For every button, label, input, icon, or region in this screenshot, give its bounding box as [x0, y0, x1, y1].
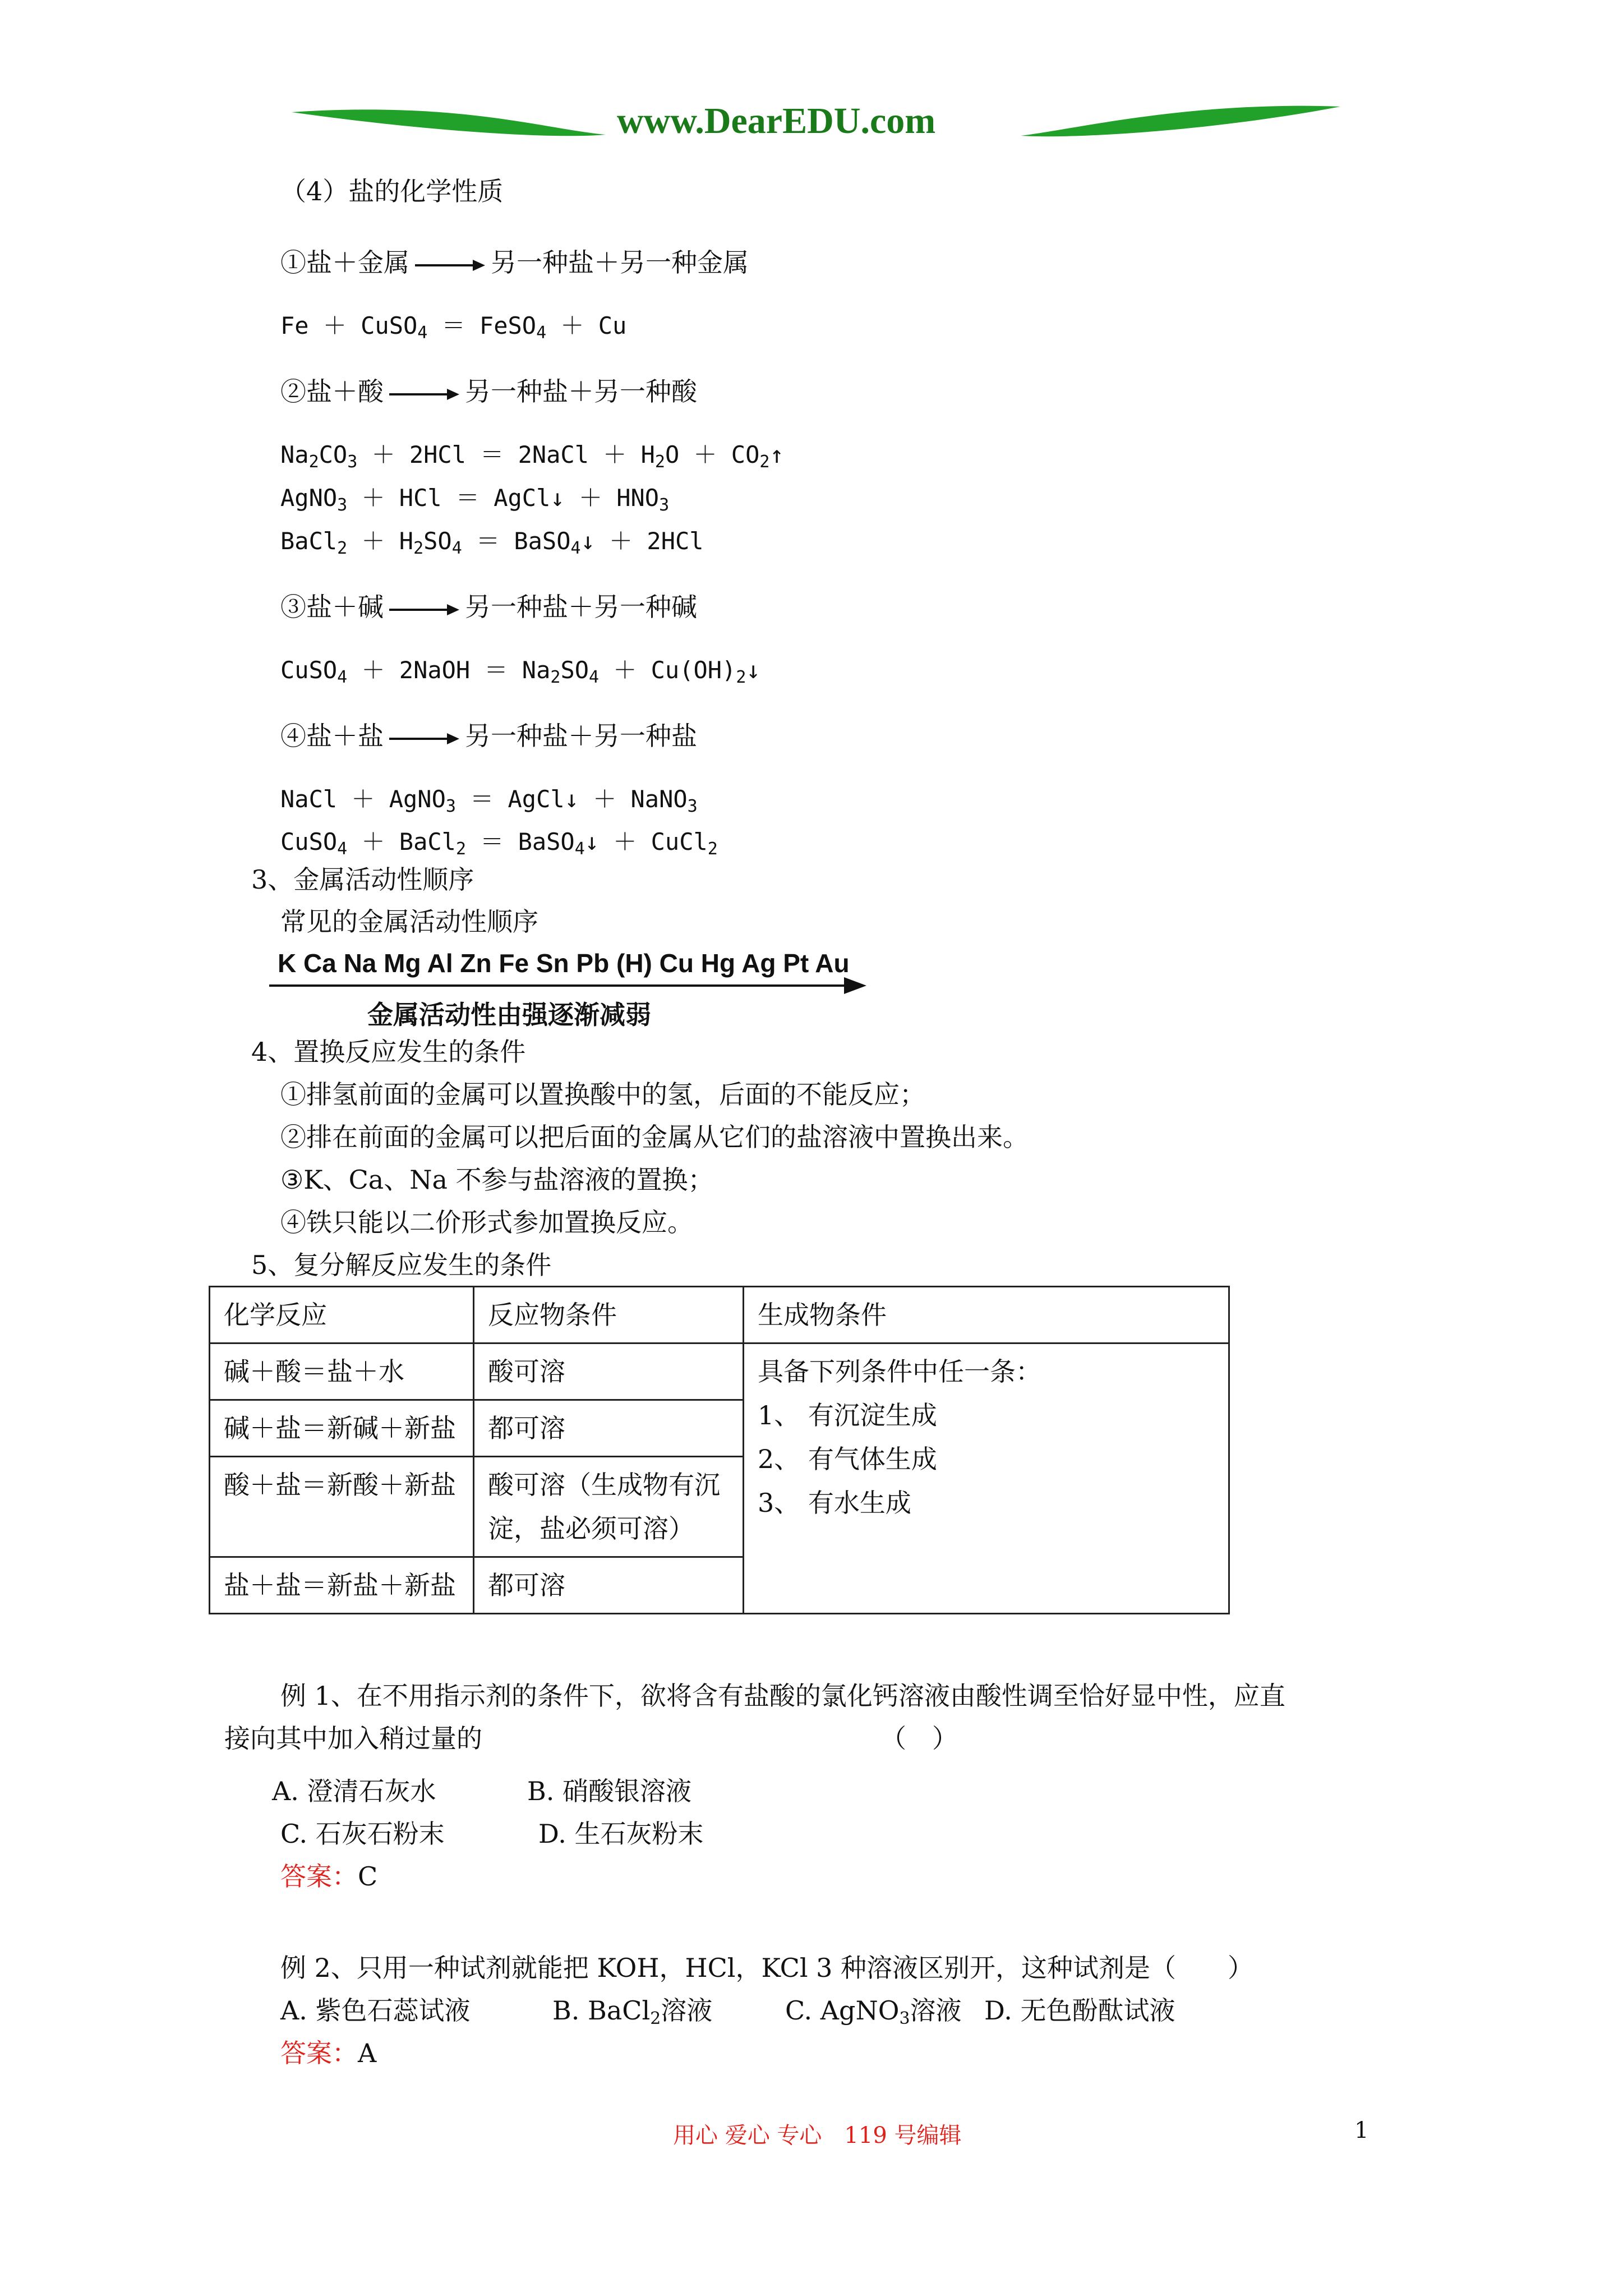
table-cell-reaction: 碱＋盐＝新碱＋新盐 — [210, 1400, 474, 1457]
table-row — [210, 1343, 1229, 1400]
section-title: 5、复分解反应发生的条件 — [251, 1250, 552, 1280]
table-cell-condition: 都可溶 — [474, 1400, 744, 1457]
table-cell-reaction: 酸＋盐＝新酸＋新盐 — [210, 1457, 474, 1557]
product-condition: 具备下列条件中任一条： — [758, 1356, 1041, 1387]
footer-text: 用心 爱心 专心 119 号编辑 — [673, 2123, 962, 2148]
reaction-rule-2: ②盐＋酸 另一种盐＋另一种酸 — [280, 376, 697, 407]
arrow-icon — [389, 381, 459, 407]
section-title: （4）盐的化学性质 — [280, 176, 504, 206]
option-a: A. 紫色石蕊试液 — [280, 1995, 471, 2026]
option-b: B. BaCl$_2$溶液 — [552, 1995, 713, 2028]
example-question: 例 2、只用一种试剂就能把 KOH，HCl，KCl 3 种溶液区别开，这种试剂是（ ） — [280, 1953, 1254, 1983]
activity-arrow-head-icon — [844, 977, 866, 994]
example-question: 例 1、在不用指示剂的条件下，欲将含有盐酸的氯化钙溶液由酸性调至恰好显中性，应直 — [280, 1681, 1285, 1711]
answer-value: A — [358, 2038, 377, 2068]
answer-label: 答案： — [280, 2038, 358, 2068]
example-question: 接向其中加入稍过量的 — [224, 1723, 482, 1754]
list-item: ①排氢前面的金属可以置换酸中的氢，后面的不能反应； — [280, 1079, 925, 1110]
option-b: B. 硝酸银溶液 — [527, 1776, 692, 1806]
equation: Fe ＋ CuSO$_4$ ＝ FeSO$_4$ ＋ Cu — [280, 312, 627, 343]
answer-line — [280, 2040, 376, 2066]
table-cell-reaction: 碱＋酸＝盐＋水 — [210, 1343, 474, 1400]
reaction-rule-3: ③盐＋碱 另一种盐＋另一种碱 — [280, 592, 697, 622]
table-header-cell: 生成物条件 — [744, 1287, 1229, 1343]
section-title: 4、置换反应发生的条件 — [251, 1037, 526, 1067]
table-cell-product-conditions — [744, 1343, 1229, 1614]
section-subtitle: 常见的金属活动性顺序 — [280, 907, 538, 937]
metal-activity-series: K Ca Na Mg Al Zn Fe Sn Pb (H) Cu Hg Ag Pt Au — [278, 949, 850, 978]
arrow-icon — [415, 252, 485, 278]
equation: BaCl$_2$ ＋ $H_2SO_4$ ＝ BaSO$_4$↓ ＋ 2HCl — [280, 527, 704, 558]
option-d: D. 生石灰粉末 — [538, 1819, 704, 1849]
answer-label: 答案： — [280, 1861, 358, 1892]
header-logo-text[interactable]: www.DearEDU.com — [617, 100, 936, 141]
option-d: D. 无色酚酞试液 — [984, 1995, 1175, 2026]
equation: AgNO$_3$ ＋ HCl ＝ AgCl↓ ＋ $HNO_3$ — [280, 484, 670, 515]
section-title: 3、金属活动性顺序 — [251, 864, 474, 895]
equation: CuSO$_4$ ＋ 2NaOH ＝ $Na_2SO_4$ ＋ $Cu(OH)_2↓$ — [280, 656, 760, 687]
activity-arrow-line — [269, 984, 858, 987]
arrow-icon — [389, 725, 459, 751]
product-condition: 2、 有气体生成 — [758, 1444, 937, 1474]
option-c: C. AgNO$_3$溶液 — [785, 1995, 962, 2028]
answer-value: C — [358, 1861, 378, 1892]
arrow-icon — [389, 596, 459, 622]
option-c: C. 石灰石粉末 — [280, 1819, 445, 1849]
table-header-cell: 化学反应 — [210, 1287, 474, 1343]
reaction-rule-4: ④盐＋盐 另一种盐＋另一种盐 — [280, 721, 697, 751]
equation: NaCl ＋ AgNO$_3$ ＝ AgCl↓ ＋ NaNO$_3$ — [280, 785, 698, 816]
list-item: ④铁只能以二价形式参加置换反应。 — [280, 1207, 693, 1237]
table-cell-reaction: 盐＋盐＝新盐＋新盐 — [210, 1557, 474, 1614]
option-a: A. 澄清石灰水 — [272, 1776, 436, 1806]
conditions-table — [209, 1286, 1230, 1614]
equation: CuSO$_4$ ＋ BaCl$_2$ ＝ BaSO$_4$↓ ＋ CuCl$_2$ — [280, 828, 718, 859]
reaction-rule-1: ①盐＋金属 另一种盐＋另一种金属 — [280, 247, 749, 278]
list-item: ②排在前面的金属可以把后面的金属从它们的盐溶液中置换出来。 — [280, 1122, 1029, 1152]
product-condition: 1、 有沉淀生成 — [758, 1400, 937, 1430]
list-item: ③K、Ca、Na 不参与盐溶液的置换； — [280, 1165, 714, 1195]
answer-line — [280, 1861, 378, 1892]
table-header-cell: 反应物条件 — [474, 1287, 744, 1343]
table-cell-condition: 酸可溶（生成物有沉淀，盐必须可溶） — [474, 1457, 744, 1557]
equation: $Na_2CO_3 + 2HCl$ ＝ 2NaCl ＋ $H_2O$ ＋ $CO_2↑$ — [280, 441, 784, 472]
product-condition: 3、 有水生成 — [758, 1488, 911, 1518]
activity-arrow-label: 金属活动性由强逐渐减弱 — [367, 1000, 651, 1030]
answer-bracket: （ ） — [880, 1723, 958, 1754]
page-number: 1 — [1354, 2118, 1369, 2143]
table-header-row — [210, 1287, 1229, 1343]
table-cell-condition: 都可溶 — [474, 1557, 744, 1614]
table-cell-condition: 酸可溶 — [474, 1343, 744, 1400]
